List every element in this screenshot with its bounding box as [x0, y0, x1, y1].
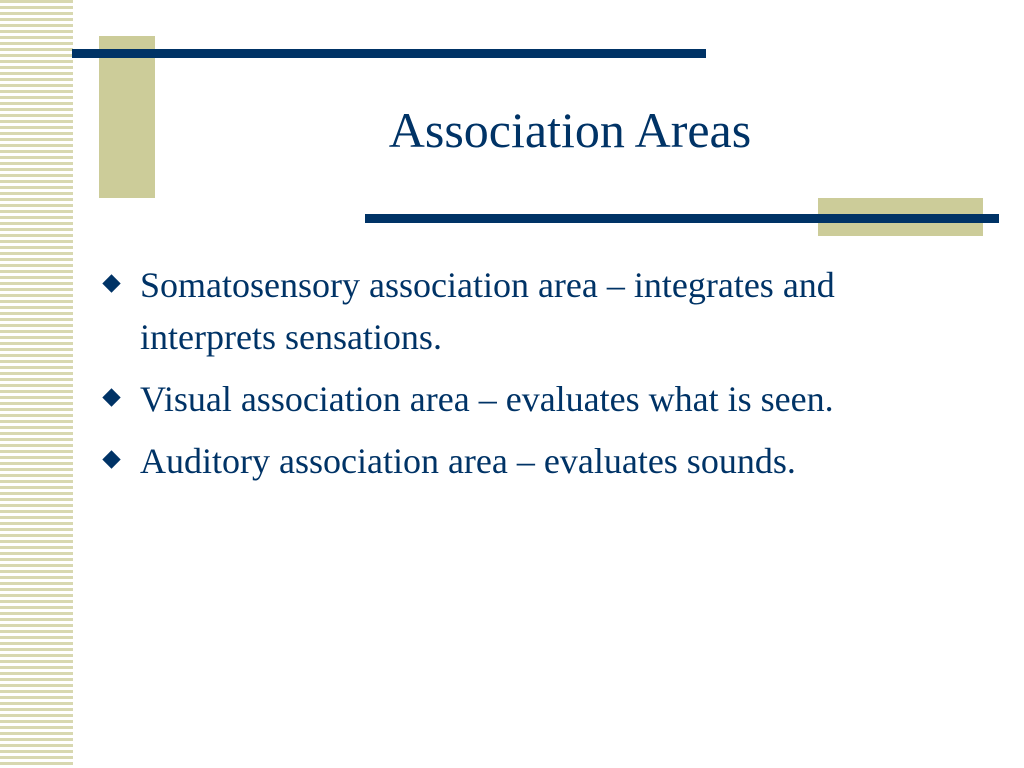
bullet-text: Somatosensory association area – integrates and interprets sensations. — [140, 265, 835, 357]
bullet-text: Auditory association area – evaluates sounds. — [140, 441, 796, 481]
bullet-list — [102, 259, 962, 497]
bullet-text: Visual association area – evaluates what is seen. — [140, 379, 834, 419]
top-accent-line — [72, 49, 706, 58]
title-underline-bar — [365, 214, 999, 223]
diamond-bullet-icon — [102, 388, 120, 406]
diamond-bullet-icon — [102, 274, 120, 292]
bullet-item — [102, 435, 962, 487]
slide-title: Association Areas — [388, 102, 752, 158]
left-stripe-decoration — [0, 0, 73, 768]
diamond-bullet-icon — [102, 450, 120, 468]
bullet-item — [102, 259, 962, 363]
bullet-item — [102, 373, 962, 425]
vertical-accent-block — [99, 36, 155, 198]
